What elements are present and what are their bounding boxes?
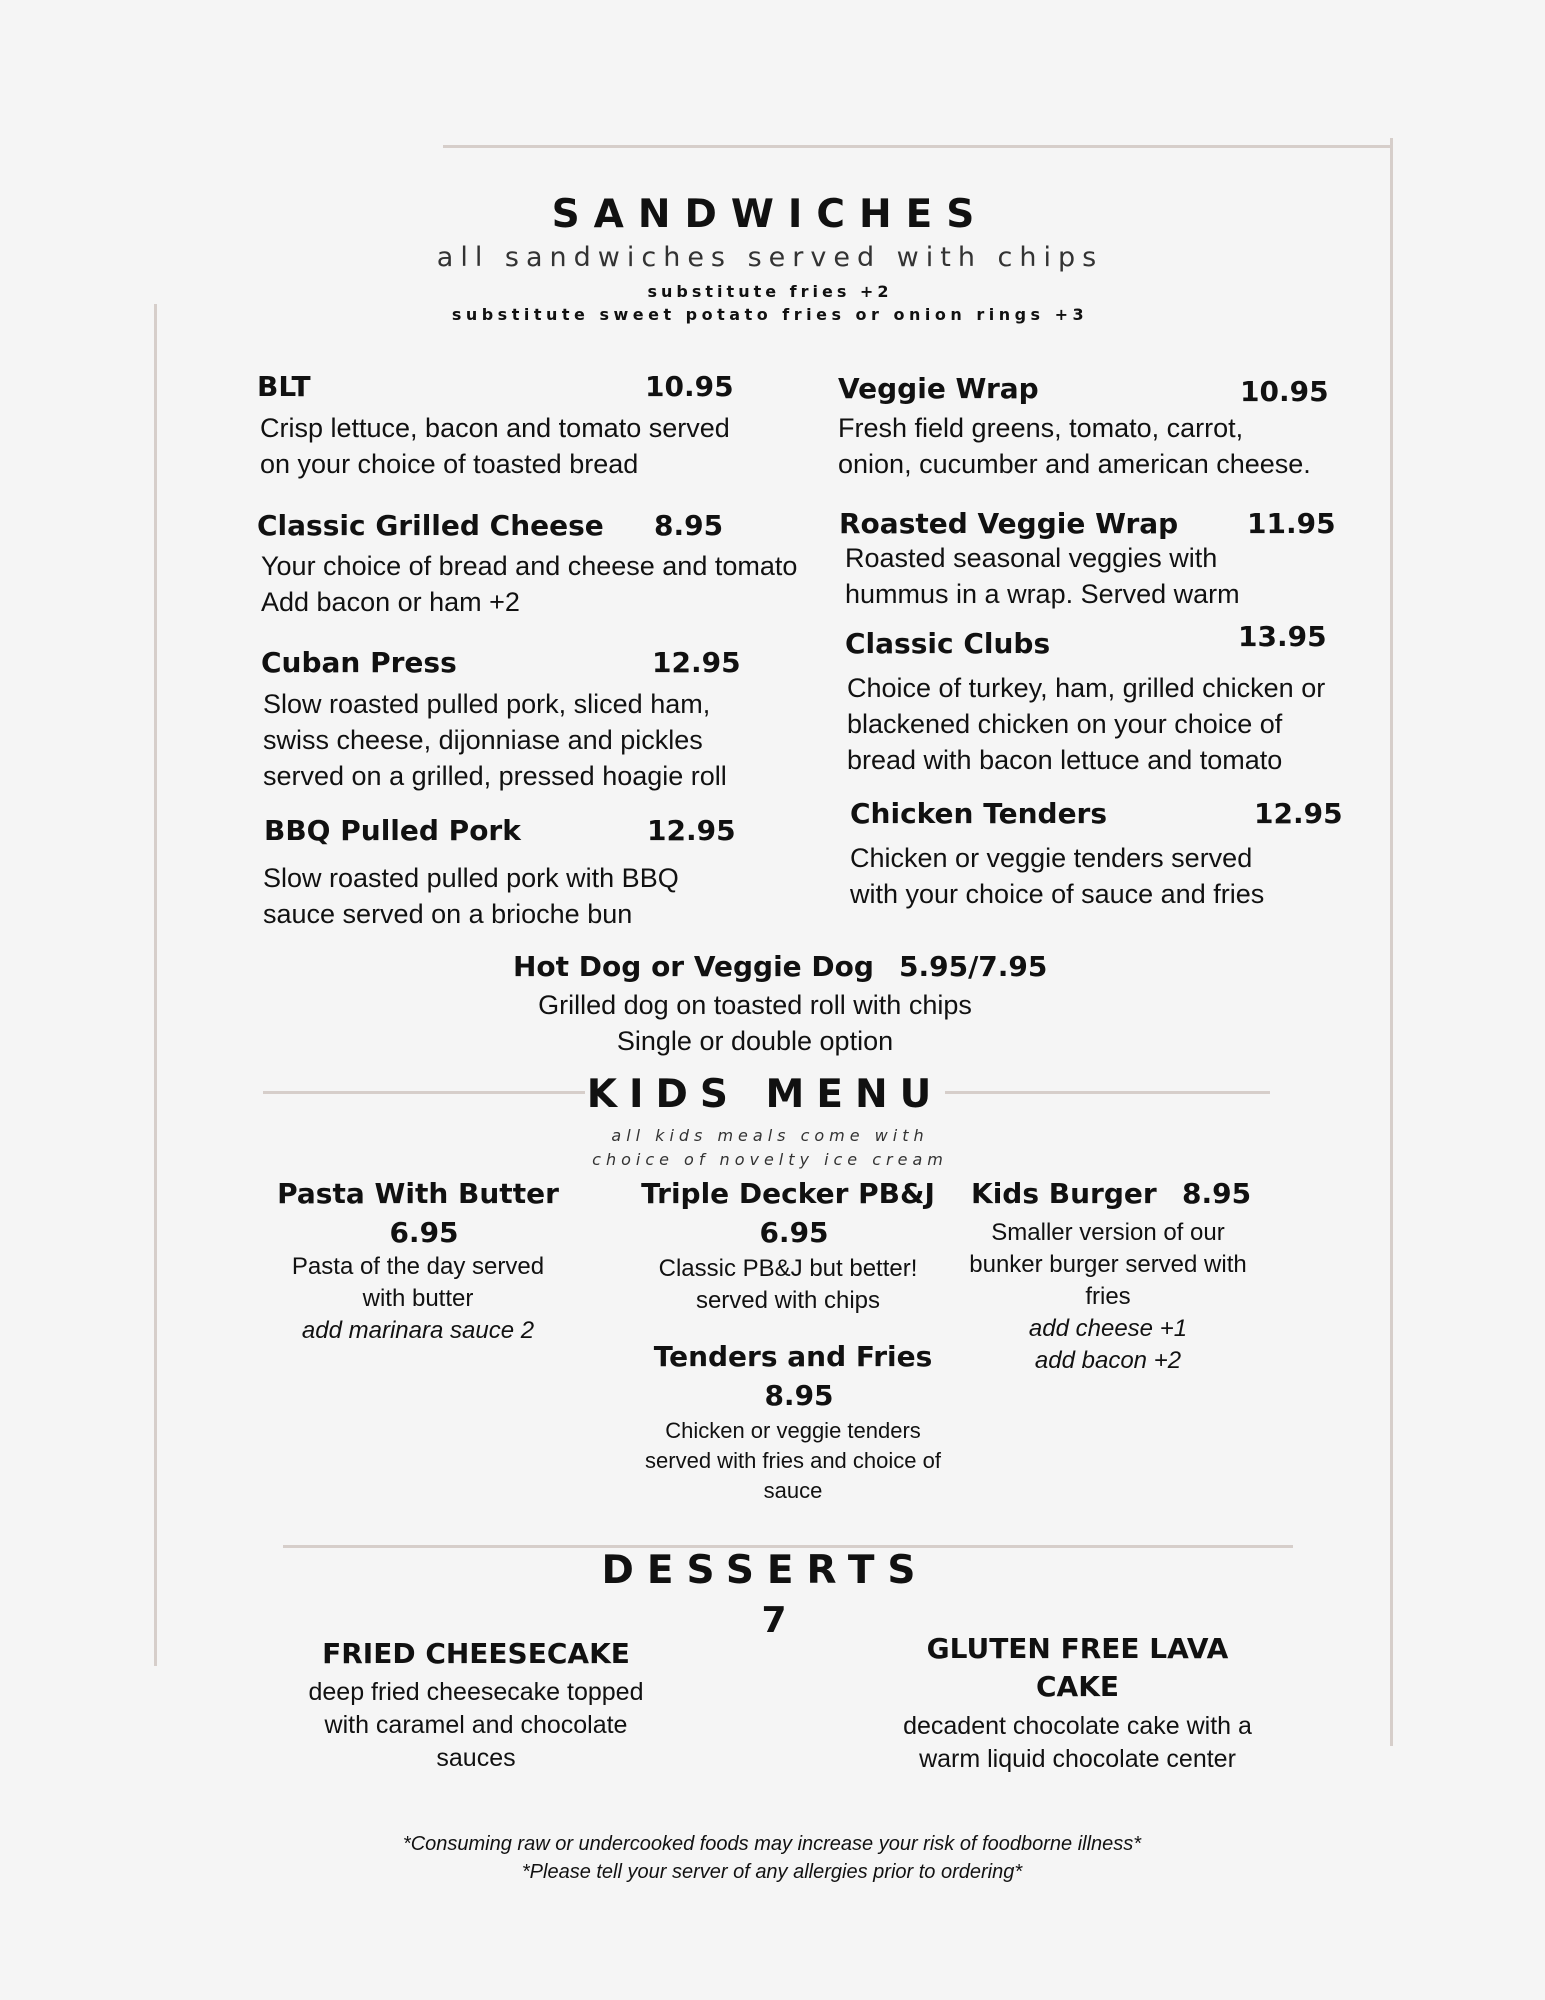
desc-line: warm liquid chocolate center (919, 1745, 1236, 1773)
item-desc-classic-clubs (847, 670, 1325, 778)
desc-line: Chicken or veggie tenders (665, 1418, 921, 1443)
item-desc-chicken-tenders (850, 840, 1264, 912)
desc-line: decadent chocolate cake with a (903, 1712, 1252, 1740)
addon-line: add bacon +2 (1034, 1347, 1182, 1374)
desc-line: with butter (362, 1285, 474, 1312)
top-frame-rule (443, 145, 1393, 148)
kids-item-price-burger: 8.95 (1182, 1177, 1252, 1210)
item-name-blt: BLT (257, 370, 311, 403)
kids-item-desc (623, 1416, 963, 1506)
desc-line: sauces (436, 1744, 516, 1772)
desc-line: Slow roasted pulled pork with BBQ (263, 863, 679, 893)
desc-line: sauce served on a brioche bun (263, 899, 633, 929)
dessert-fried-cheesecake (300, 1637, 652, 1775)
desc-line: Single or double option (616, 1026, 894, 1056)
kids-item-pasta (258, 1177, 578, 1347)
footer-disclaimer (272, 1830, 1272, 1886)
item-name-chicken-tenders: Chicken Tenders (850, 797, 1108, 830)
item-name-bbq-pulled-pork: BBQ Pulled Pork (264, 814, 521, 847)
substitution-fries: substitute fries +2 (647, 282, 893, 301)
desc-line: Pasta of the day served (291, 1253, 545, 1280)
dessert-desc (880, 1710, 1275, 1776)
desc-line: swiss cheese, dijonniase and pickles (263, 725, 703, 755)
desc-line: blackened chicken on your choice of (847, 709, 1283, 739)
item-price-blt: 10.95 (645, 370, 734, 403)
kids-menu-title: KIDS MENU (586, 1072, 944, 1117)
kids-right-rule (945, 1091, 1270, 1094)
desserts-title: DESSERTS (601, 1548, 929, 1593)
item-desc-roasted-veggie-wrap (845, 540, 1240, 612)
desc-line: sauce (763, 1478, 823, 1503)
item-name-classic-clubs: Classic Clubs (845, 627, 1051, 660)
kids-item-name: Pasta With Butter (277, 1177, 559, 1210)
kids-item-price: 6.95 (759, 1216, 829, 1249)
dessert-lava-cake (880, 1630, 1275, 1776)
item-desc-veggie-wrap (838, 410, 1311, 482)
item-desc-cuban-press (263, 686, 727, 794)
desc-line: Roasted seasonal veggies with (845, 543, 1218, 573)
item-price-classic-grilled-cheese: 8.95 (654, 509, 724, 542)
dessert-desc (300, 1676, 652, 1775)
item-price-cuban-press: 12.95 (652, 646, 741, 679)
kids-item-tenders (623, 1340, 963, 1506)
left-frame-rule (154, 304, 157, 1666)
kids-item-name: Tenders and Fries (653, 1340, 933, 1373)
item-price-chicken-tenders: 12.95 (1254, 797, 1343, 830)
desc-line: Crisp lettuce, bacon and tomato served (260, 413, 730, 443)
desc-line: served with fries and choice of (645, 1448, 941, 1473)
kids-subtitle-line: choice of novelty ice cream (592, 1150, 948, 1169)
item-name-classic-grilled-cheese: Classic Grilled Cheese (257, 509, 604, 542)
item-desc-bbq-pulled-pork (263, 860, 679, 932)
dessert-name-line: CAKE (1035, 1670, 1120, 1703)
right-frame-rule (1390, 138, 1393, 1746)
kids-menu-subtitle (540, 1124, 1000, 1172)
item-price-bbq-pulled-pork: 12.95 (647, 814, 736, 847)
desc-line: served on a grilled, pressed hoagie roll (263, 761, 727, 791)
item-desc-blt (260, 410, 730, 482)
desc-line: served with chips (695, 1287, 881, 1314)
addon-line: add marinara sauce 2 (301, 1317, 535, 1344)
item-name-roasted-veggie-wrap: Roasted Veggie Wrap (839, 507, 1179, 540)
desserts-price: 7 (761, 1600, 787, 1641)
desc-line: onion, cucumber and american cheese. (838, 449, 1311, 479)
desc-line: Your choice of bread and cheese and tomato (261, 551, 798, 581)
footer-line-foodborne: *Consuming raw or undercooked foods may increase your risk of foodborne illness* (402, 1833, 1142, 1855)
desc-line: with caramel and chocolate (324, 1711, 628, 1739)
footer-line-allergies: *Please tell your server of any allergies prior to ordering* (521, 1861, 1023, 1883)
kids-subtitle-line: all kids meals come with (611, 1126, 929, 1145)
desc-line: Smaller version of our (991, 1219, 1225, 1246)
desc-line: Grilled dog on toasted roll with chips (538, 990, 972, 1020)
desc-line: hummus in a wrap. Served warm (845, 579, 1240, 609)
addon-line: add cheese +1 (1028, 1315, 1188, 1342)
item-name-cuban-press: Cuban Press (261, 646, 457, 679)
desc-line: deep fried cheesecake topped (308, 1678, 644, 1706)
desc-line: fries (1085, 1283, 1131, 1310)
item-name-veggie-wrap: Veggie Wrap (838, 372, 1039, 405)
item-price-veggie-wrap: 10.95 (1240, 375, 1329, 408)
sandwiches-title: SANDWICHES (551, 192, 989, 237)
desc-line: Classic PB&J but better! (658, 1255, 918, 1282)
kids-item-price: 8.95 (764, 1379, 834, 1412)
desc-line: Add bacon or ham +2 (261, 587, 520, 617)
kids-item-name: Triple Decker PB&J (641, 1177, 935, 1210)
kids-left-rule (263, 1091, 585, 1094)
item-price-classic-clubs: 13.95 (1238, 620, 1327, 653)
desc-line: Fresh field greens, tomato, carrot, (838, 413, 1244, 443)
item-name-hot-dog: Hot Dog or Veggie Dog (513, 950, 874, 983)
dessert-name: FRIED CHEESECAKE (322, 1637, 630, 1670)
desc-line: Choice of turkey, ham, grilled chicken or (847, 673, 1326, 703)
dessert-name-line: GLUTEN FREE LAVA (926, 1632, 1229, 1665)
sandwiches-subtitle: all sandwiches served with chips (436, 242, 1104, 273)
desc-line: with your choice of sauce and fries (850, 879, 1265, 909)
kids-item-desc-burger (948, 1217, 1268, 1377)
substitution-sweet-potato: substitute sweet potato fries or onion rings +3 (451, 305, 1089, 324)
desc-line: bread with bacon lettuce and tomato (847, 745, 1283, 775)
desc-line: bunker burger served with (969, 1251, 1247, 1278)
kids-item-desc (618, 1253, 958, 1317)
item-desc-classic-grilled-cheese (261, 548, 797, 620)
desc-line: Slow roasted pulled pork, sliced ham, (263, 689, 711, 719)
kids-item-desc (258, 1251, 578, 1347)
kids-item-price: 6.95 (389, 1216, 459, 1249)
item-price-roasted-veggie-wrap: 11.95 (1247, 507, 1336, 540)
desc-line: on your choice of toasted bread (260, 449, 639, 479)
dessert-name (880, 1630, 1275, 1706)
item-price-hot-dog: 5.95/7.95 (899, 950, 1048, 983)
kids-item-pbj (618, 1177, 958, 1317)
item-desc-hot-dog (455, 987, 1055, 1059)
desc-line: Chicken or veggie tenders served (850, 843, 1253, 873)
kids-item-name-burger: Kids Burger (971, 1177, 1157, 1210)
